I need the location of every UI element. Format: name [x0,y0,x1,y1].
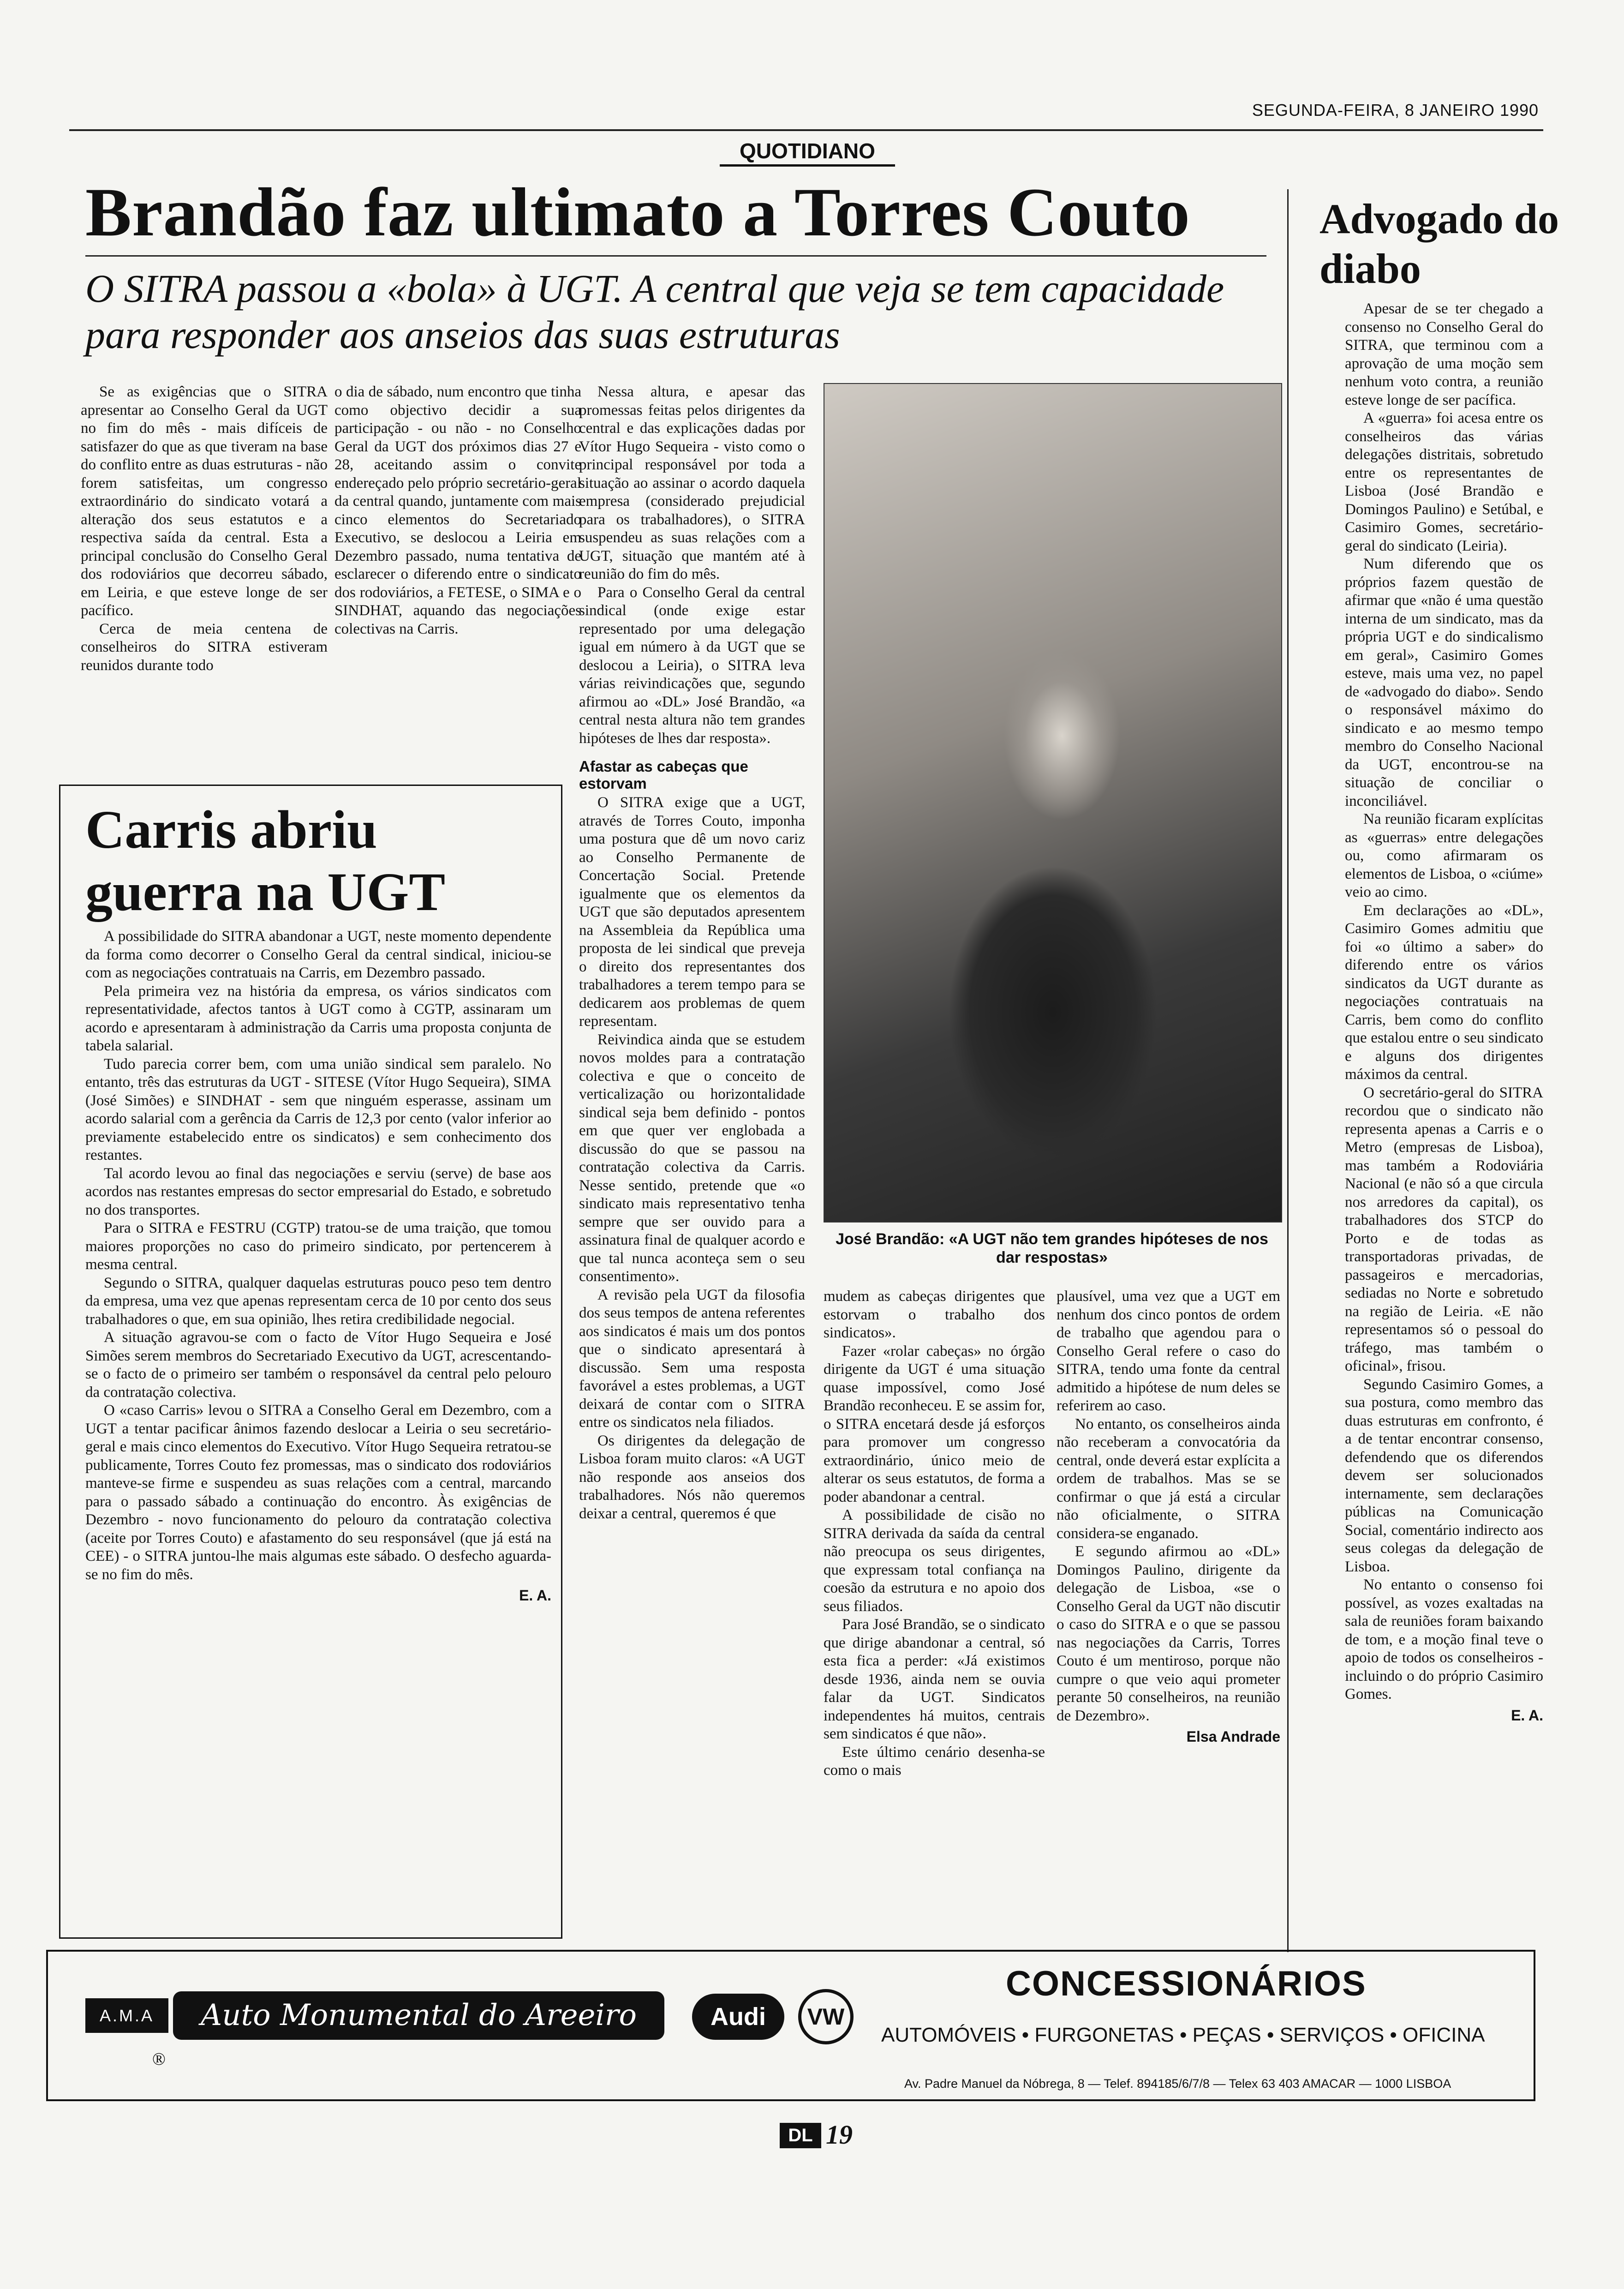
ad-services: AUTOMÓVEIS • FURGONETAS • PEÇAS • SERVIÇOS • OFICINA [881,2024,1485,2046]
main-subhead: O SITRA passou a «bola» à UGT. A central que veja se tem capacidade para responder aos anseios das suas estruturas [85,266,1224,357]
ad-title: CONCESSIONÁRIOS [1006,1964,1367,2003]
paragraph: O secretário-geral do SITRA recordou que o sindicato não representa apenas a Carris e o Metro (empresas de Lisboa), mas também a Rodoviária Nacional (e não só a que circula nos arredores da capital), os trabalhadores dos STCP do Porto e de todas as transportadoras privadas, de passageiros e mercadorias, sediadas no Norte e sobretudo na região de Leiria. «E não representamos só o pessoal do tráfego, mas também o oficinal», frisou. [1345,1084,1543,1374]
paragraph: Na reunião ficaram explícitas as «guerras» entre delegações ou, como afirmaram os elementos de Lisboa, o «ciúme» veio ao cimo. [1345,811,1543,900]
vw-logo: VW [798,1989,854,2044]
paragraph: A «guerra» foi acesa entre os conselheiros das várias delegações distritais, sobretudo entre os representantes de Lisboa (José Brandão e Domingos Paulino) e Setúbal, e Casimiro Gomes, secretário-geral do sindicato (Leiria). [1345,410,1543,554]
paragraph: Num diferendo que os próprios fazem questão de afirmar que «não é uma questão interna de um sindicato, mas da própria UGT e do sindicalismo em geral», Casimiro Gomes esteve, mais uma vez, no papel de «advogado do diabo». Sendo o responsável máximo do sindicato e ao mesmo tempo membro do Conselho Nacional da UGT, encontrou-se na situação de conciliar o inconciliável. [1345,556,1543,809]
article-col-3 [579,383,805,2021]
paragraph: Tal acordo levou ao final das negociações e serviu (serve) de base aos acordos nas restantes empresas do sector empresarial do Estado, e sobretudo no dos transportes. [85,1165,551,1218]
paragraph: Segundo Casimiro Gomes, a sua postura, como membro das duas estruturas em confronto, é a de tentar encontrar consenso, defendendo que os diferendos devem ser solucionados internamente, sem declarações públicas na Comunicação Social, comentário indirecto aos seus colegas da delegação de Lisboa. [1345,1376,1543,1575]
paragraph: o dia de sábado, num encontro que tinha como objectivo decidir a sua participação - ou não - no Conselho Geral da UGT dos próximos dias 27 e 28, aceitando assim o convite endereçado pelo próprio secretário-geral da central quando, juntamente com mais cinco elementos do Secretariado Executivo, se deslocou a Leiria em Dezembro passado, numa tentativa de esclarecer o diferendo entre o sindicato dos rodoviários, a FETESE, o SIMA e o SINDHAT, aquando das negociações colectivas na Carris. [334,383,581,637]
page-number: 19 [826,2120,853,2150]
paragraph: Para o SITRA e FESTRU (CGTP) tratou-se de uma traição, que tomou maiores proporções no caso do primeiro sindicato, por pertencerem à mesma central. [85,1220,551,1273]
main-headline: Brandão faz ultimato a Torres Couto [85,174,1190,251]
paragraph: Pela primeira vez na história da empresa, os vários sindicatos com representatividade, afectos tantos à UGT como à CGTP, assinaram um acordo e apresentaram à administração da Carris uma proposta conjunta de tabela salarial. [85,983,551,1054]
paragraph: A revisão pela UGT da filosofia dos seus tempos de antena referentes aos sindicatos é mais um dos pontos que o sindicato apresentará à discussão. Sem uma resposta favorável a estes problemas, a UGT deixará de contar com o SITRA entre os sindicatos nela filiados. [579,1286,805,1431]
article-col-4 [824,1288,1045,2026]
dl-logo: DL [780,2123,821,2148]
paragraph: A situação agravou-se com o facto de Vítor Hugo Sequeira e José Simões serem membros do Secretariado Executivo da UGT, acrescentando-se o facto de o primeiro ser também o responsável da central pelo pelouro da contratação colectiva. [85,1329,551,1401]
paragraph: Apesar de se ter chegado a consenso no Conselho Geral do SITRA, que terminou com a aprovação de uma moção sem nenhum voto contra, a reunião esteve longe de ser pacífica. [1345,300,1543,408]
sidebar-text [1345,300,1543,1943]
paragraph: Fazer «rolar cabeças» no órgão dirigente da UGT é uma situação quase impossível, como José Brandão reconheceu. E se assim for, o SITRA encetará desde já esforços para promover um congresso extraordinário, único meio de alterar os seus estatutos, de forma a poder abandonar a central. [824,1342,1045,1505]
subheading: Afastar as cabeças que estorvam [579,758,748,792]
photo-jose-brandao [824,383,1282,1222]
carris-headline: Carris abriu guerra na UGT [85,799,446,922]
article-col-2 [334,383,581,761]
paragraph: O SITRA exige que a UGT, através de Torres Couto, imponha uma postura que dê um novo cariz ao Conselho Permanente de Concertação Social. Pretende igualmente que os elementos da UGT que são deputados apresentem na Assembleia da República uma proposta de lei sindical que preveja o direito dos representantes dos trabalhadores a terem tempo para se dedicarem aos problemas de quem representam. [579,794,805,1030]
byline: E. A. [519,1587,551,1604]
brand-script-banner: Auto Monumental do Areeiro [173,1991,664,2040]
paragraph: Reivindica ainda que se estudem novos moldes para a contratação colectiva e que o conceito de verticalização ou horizontalidade sindical seja bem definido - pontos em que quer ver englobada a discussão do que se passou na contratação colectiva da Carris. Nesse sentido, pretende que «o sindicato mais representativo tenha sempre que ser ouvido para a assinatura final de qualquer acordo e que tal nunca aconteça sem o seu consentimento». [579,1031,805,1285]
sidebar-headline: Advogado do diabo [1320,195,1559,292]
ama-logo: A.M.A [85,1998,168,2033]
carris-text [85,928,551,1929]
paragraph: No entanto o consenso foi possível, as vozes exaltadas na sala de reuniões foram baixando de tom, e a moção final teve o apoio de todos os conselheiros - incluindo o do próprio Casimiro Gomes. [1345,1576,1543,1702]
page-date: SEGUNDA-FEIRA, 8 JANEIRO 1990 [1252,101,1539,120]
audi-logo: Audi [692,1994,784,2040]
paragraph: E segundo afirmou ao «DL» Domingos Paulino, dirigente da delegação de Lisboa, «se o Conselho Geral da UGT não discutir o caso do SITRA e o que se passou nas negociações da Carris, Torres Couto é um mentiroso, porque não cumpre o que veio aqui prometer perante 50 conselheiros, na reunião de Dezembro». [1057,1543,1280,1724]
headline-rule [85,255,1266,257]
paragraph: plausível, uma vez que a UGT em nenhum dos cinco pontos de ordem de trabalho que agendou para o Conselho Geral refere o caso do SITRA, tendo uma fonte da central admitido a hipótese de num deles se referirem ao caso. [1057,1288,1280,1414]
registered-mark: ® [152,2049,166,2069]
paragraph: Cerca de meia centena de conselheiros do SITRA estiveram reunidos durante todo [81,620,328,674]
paragraph: A possibilidade de cisão no SITRA derivada da saída da central não preocupa os seus dirigentes, que expressam total confiança na coesão da estrutura e no apoio dos seus filiados. [824,1507,1045,1615]
paragraph: Nessa altura, e apesar das promessas feitas pelos dirigentes da central e das explicações dadas por Vítor Hugo Sequeira - visto como o principal responsável por toda a situação ao assinar o acordo daquela empresa (considerado prejudicial para os trabalhadores), o SITRA suspendeu as suas relações com a UGT, situação que mantém até à reunião do fim do mês. [579,383,805,582]
section-label: QUOTIDIANO [720,138,895,167]
photo-caption: José Brandão: «A UGT não tem grandes hipóteses de nos dar respostas» [836,1230,1268,1266]
paragraph: Este último cenário desenha-se como o mais [824,1744,1045,1779]
article-col-5 [1057,1288,1280,2026]
paragraph: Tudo parecia correr bem, com uma união sindical sem paralelo. No entanto, três das estruturas da UGT - SITESE (Vítor Hugo Sequeira), SIMA (José Simões) e SINDHAT - sem que ninguém esperasse, assinam um acordo salarial com a gerência da Carris de 12,3 por cento (valor inferior ao previamente estabelecido entre os sindicatos) e sem conhecimento dos restantes. [85,1055,551,1163]
ad-address: Av. Padre Manuel da Nóbrega, 8 — Telef. 894185/6/7/8 — Telex 63 403 AMACAR — 1000 LISBOA [904,2077,1451,2091]
paragraph: mudem as cabeças dirigentes que estorvam o trabalho dos sindicatos». [824,1288,1045,1341]
paragraph: O «caso Carris» levou o SITRA a Conselho Geral em Dezembro, com a UGT a tentar pacificar ânimos fazendo deslocar a Leiria o seu secretário-geral e mais cinco elementos do Executivo. Vítor Hugo Sequeira retratou-se publicamente, Torres Couto fez promessas, mas o sindicato dos rodoviários manteve-se firme e suspendeu as suas relações com a central, marcando para o passado sábado a continuação do encontro. Às exigências de Dezembro - novo funcionamento do pelouro da contratação colectiva (aceite por Torres Couto) e afastamento do seu responsável (que já está na CEE) - o SITRA juntou-lhe mais algumas este sábado. O desfecho aguarda-se no fim do mês. [85,1402,551,1583]
paragraph: Para o Conselho Geral da central sindical (onde exige estar representado por uma delegação igual em número à da UGT que se deslocou a Leiria), o SITRA leva várias reivindicações que, segundo afirmou ao «DL» José Brandão, «a central nesta altura não tem grandes hipóteses de lhes dar resposta». [579,584,805,747]
paragraph: Em declarações ao «DL», Casimiro Gomes admitiu que foi «o último a saber» do diferendo entre os vários sindicatos da UGT durante as negociações contratuais na Carris, bem como do conflito que estalou entre o seu sindicato e alguns dos dirigentes máximos da central. [1345,902,1543,1083]
paragraph: No entanto, os conselheiros ainda não receberam a convocatória da central, onde deverá estar explícita a ordem de trabalhos. Mas se se confirmar o que já está a circular não oficialmente, o SITRA considera-se enganado. [1057,1415,1280,1542]
paragraph: A possibilidade do SITRA abandonar a UGT, neste momento dependente da forma como decorrer o Conselho Geral da central sindical, iniciou-se com as negociações contratuais na Carris, em Dezembro passado. [85,928,551,981]
paragraph: Para José Brandão, se o sindicato que dirige abandonar a central, só esta fica a perder: «Já existimos desde 1936, ainda nem se ouvia falar da UGT. Sindicatos independentes há muitos, centrais sem sindicatos é que não». [824,1616,1045,1742]
byline: Elsa Andrade [1186,1728,1280,1745]
byline: E. A. [1511,1707,1543,1724]
paragraph: Os dirigentes da delegação de Lisboa foram muito claros: «A UGT não responde aos anseios dos trabalhadores. Nós não queremos deixar a central, queremos é que [579,1432,805,1522]
paragraph: Se as exigências que o SITRA apresentar ao Conselho Geral da UGT no fim do mês - mais difíceis de satisfazer do que as que tiveram na base do conflito entre as duas estruturas - não forem satisfeitas, um congresso extraordinário do sindicato votará a alteração dos seus estatutos e a respectiva saída da central. Esta a principal conclusão do Conselho Geral dos rodoviários que decorreu sábado, em Leiria, e que esteve longe de ser pacífico. [81,383,328,619]
article-col-1 [81,383,328,761]
sidebar-rule [1287,189,1289,1952]
paragraph: Segundo o SITRA, qualquer daquelas estruturas pouco peso tem dentro da empresa, uma vez que apenas representam cerca de 10 por cento dos seus trabalhadores o que, em sua opinião, lhes retira credibilidade negocial. [85,1274,551,1328]
top-rule [69,129,1543,131]
